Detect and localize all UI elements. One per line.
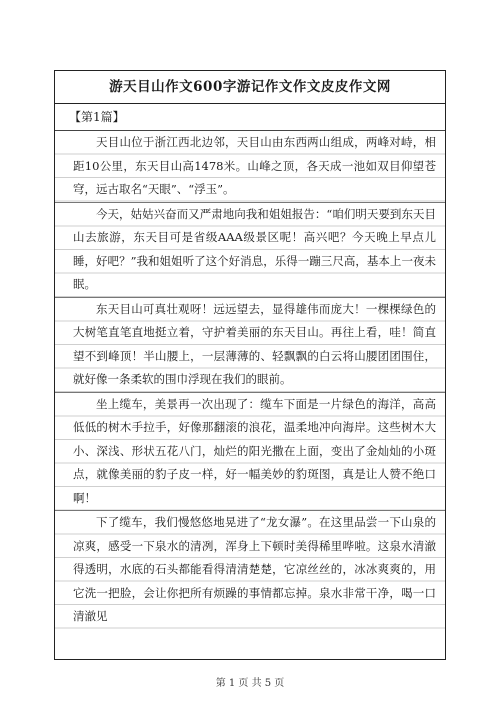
paragraph-3: 东天目山可真壮观呀！远远望去，显得雄伟而庞大！一棵棵绿色的大树笔直笔直地挺立着，守护着美丽的东天目山。再往上看，哇！简直望不到峰顶！半山腰上，一层薄薄的、轻飘飘的白云将山腰团团围住，就好像一条柔软的围巾浮现在我们的眼前。 [55, 298, 445, 393]
document-body [55, 104, 445, 629]
section-label: 【第1篇】 [55, 104, 445, 131]
document-frame [54, 70, 446, 660]
paragraph-5: 下了缆车，我们慢悠悠地晃进了“龙女瀑”。在这里品尝一下山泉的凉爽，感受一下泉水的清冽，浑身上下顿时美得稀里哗啦。这泉水清澈得透明，水底的石头都能看得清清楚楚，它凉丝丝的，冰冰爽爽的，用它洗一把脸，会让你把所有烦躁的事情都忘掉。泉水非常干净，喝一口清澈见 [55, 511, 445, 629]
paragraph-4: 坐上缆车，美景再一次出现了：缆车下面是一片绿色的海洋，高高低低的树木手拉手，好像那翻滚的浪花，温柔地冲向海岸。这些树木大小、深浅、形状五花八门，灿烂的阳光撒在上面，变出了金灿灿的小斑点，就像美丽的豹子皮一样，好一幅美妙的豹斑图，真是让人赞不绝口啊！ [55, 393, 445, 512]
document-title: 游天目山作文600字游记作文作文皮皮作文网 [55, 71, 445, 104]
paragraph-2: 今天，姑姑兴奋而又严肃地向我和姐姐报告：“咱们明天要到东天目山去旅游，东天目可是省级AAA级景区呢！高兴吧？今天晚上早点儿睡，好吧？”我和姐姐听了这个好消息，乐得一蹦三尺高，基本上一夜未眠。 [55, 203, 445, 298]
page-indicator: 第 1 页 共 5 页 [215, 678, 285, 689]
paragraph-1: 天目山位于浙江西北边邻，天目山由东西两山组成，两峰对峙，相距10公里，东天目山高1478米。山峰之顶，各天成一池如双目仰望苍穹，远古取名“天眼”、“浮玉”。 [55, 131, 445, 203]
